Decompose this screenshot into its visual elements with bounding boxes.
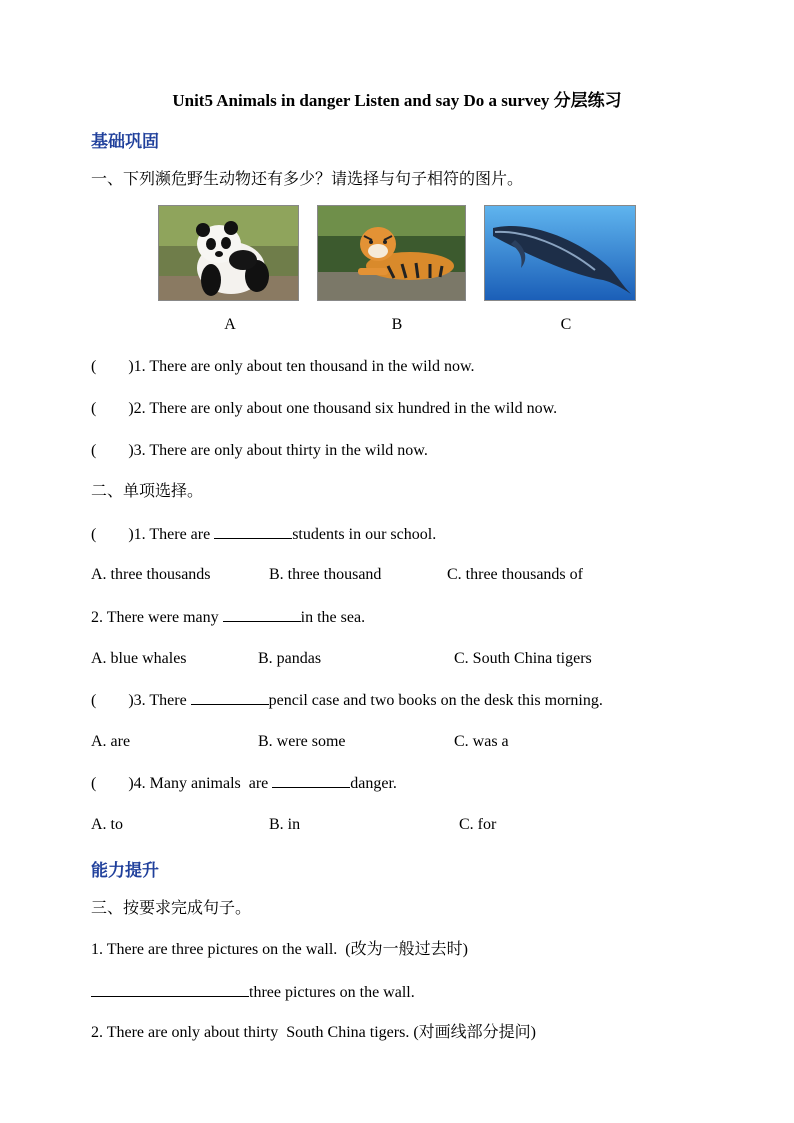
answer-line-text: three pictures on the wall. — [249, 984, 415, 1001]
part2-q3-option-a: A. are — [91, 733, 131, 750]
question-text: in the sea. — [300, 609, 366, 626]
part2-q3-option-b: B. were some — [258, 733, 346, 750]
tiger-photo — [317, 205, 466, 301]
part2-q4-option-b: B. in — [269, 816, 301, 833]
part2-q2-option-a: A. blue whales — [91, 650, 187, 667]
answer-blank[interactable] — [272, 773, 350, 788]
part2-question-4 — [91, 773, 397, 794]
part1-question-3: ( )3. There are only about thirty in the wild now. — [91, 442, 428, 459]
whale-icon — [485, 206, 635, 300]
question-text: students in our school. — [292, 526, 437, 543]
question-text: pencil case and two books on the desk this morning. — [268, 692, 603, 709]
part3-question-1: 1. There are three pictures on the wall. (改为一般过去时) — [91, 941, 468, 958]
answer-blank[interactable] — [91, 982, 169, 997]
part1-question-2: ( )2. There are only about one thousand six hundred in the wild now. — [91, 400, 558, 417]
question-text: danger. — [350, 775, 397, 792]
part2-q4-option-a: A. to — [91, 816, 123, 833]
part2-question-2 — [91, 607, 365, 628]
part2-question-1 — [91, 524, 436, 545]
part3-answer-1 — [91, 982, 415, 1003]
part2-q1-option-a: A. three thousands — [91, 566, 211, 583]
part2-question-3 — [91, 690, 603, 711]
question-text: 2. There were many — [91, 609, 223, 626]
part2-q4-option-c: C. for — [459, 816, 497, 833]
picture-label-a: A — [224, 316, 236, 333]
part2-q2-option-b: B. pandas — [258, 650, 322, 667]
answer-blank[interactable] — [169, 982, 249, 997]
page-title: Unit5 Animals in danger Listen and say Do a survey 分层练习 — [172, 91, 622, 110]
part2-q1-option-b: B. three thousand — [269, 566, 382, 583]
picture-label-c: C — [560, 316, 572, 333]
question-text: ( )1. There are — [91, 526, 215, 543]
part2-q1-option-c: C. three thousands of — [447, 566, 583, 583]
tiger-icon — [318, 206, 465, 300]
part1-question-1: ( )1. There are only about ten thousand in the wild now. — [91, 358, 475, 375]
question-text: ( )4. Many animals are — [91, 775, 273, 792]
part2-q3-option-c: C. was a — [454, 733, 509, 750]
answer-blank[interactable] — [223, 607, 301, 622]
panda-icon — [159, 206, 298, 300]
picture-label-b: B — [391, 316, 403, 333]
part1-instruction: 一、下列濒危野生动物还有多少？请选择与句子相符的图片。 — [91, 171, 524, 188]
question-text: ( )3. There — [91, 692, 191, 709]
section-advanced-heading: 能力提升 — [91, 861, 159, 880]
part3-instruction: 三、按要求完成句子。 — [91, 900, 252, 917]
answer-blank[interactable] — [214, 524, 292, 539]
part2-q2-option-c: C. South China tigers — [454, 650, 592, 667]
part3-question-2: 2. There are only about thirty South China tigers. (对画线部分提问) — [91, 1024, 536, 1041]
panda-photo — [158, 205, 299, 301]
section-basic-heading: 基础巩固 — [91, 132, 159, 151]
whale-photo — [484, 205, 636, 301]
answer-blank[interactable] — [191, 690, 269, 705]
part2-instruction: 二、单项选择。 — [91, 483, 204, 500]
